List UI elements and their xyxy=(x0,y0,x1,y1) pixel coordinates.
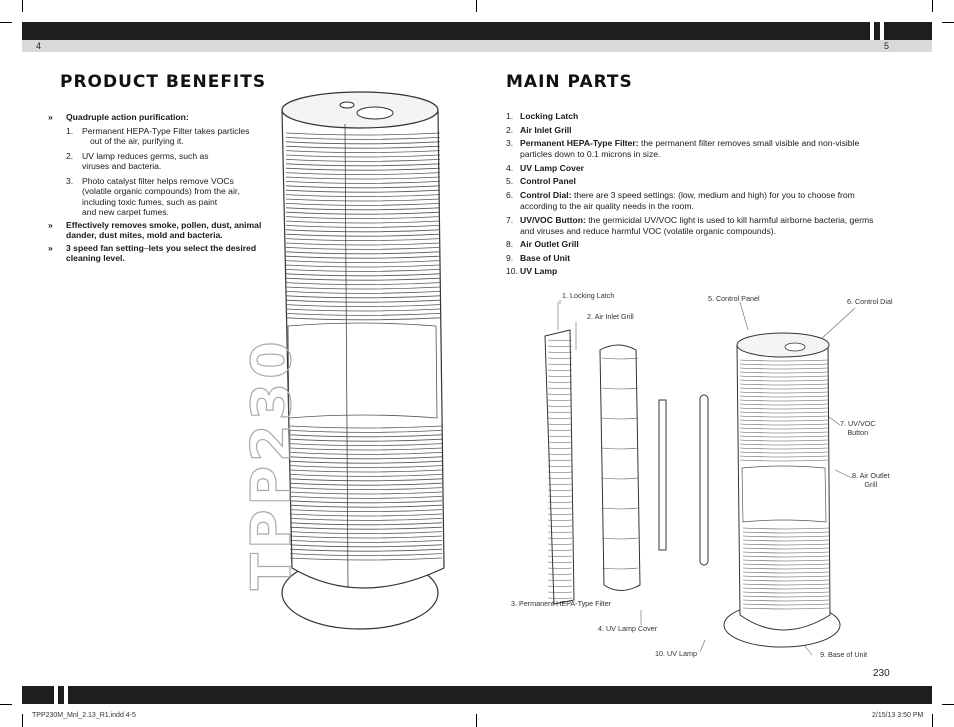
callout-uv-voc-button xyxy=(840,419,876,437)
subitem-number: 3. xyxy=(66,175,74,186)
callout-hepa-filter: 3. Permanent HEPA-Type Filter xyxy=(511,599,612,608)
part-number: 7. xyxy=(506,214,514,225)
part-number: 9. xyxy=(506,252,514,263)
callout-uv-lamp: 10. UV Lamp xyxy=(655,649,697,658)
part-name: Air Outlet Grill xyxy=(520,239,579,250)
benefit-text: lets you select the desired cleaning level. xyxy=(66,242,257,263)
footer-stripe xyxy=(64,686,68,704)
part-name: UV Lamp Cover xyxy=(520,162,584,173)
callout-base-of-unit: 9. Base of Unit xyxy=(820,650,868,659)
callout-control-dial: 6. Control Dial xyxy=(847,297,893,306)
crop-mark xyxy=(942,704,954,705)
parts-list xyxy=(506,111,888,280)
subitem-line: (volatile organic compounds) from the air, xyxy=(82,186,240,196)
main-parts-title: MAIN PARTS xyxy=(506,72,633,92)
crop-mark xyxy=(932,714,933,727)
crop-mark xyxy=(0,704,12,705)
part-name: Base of Unit xyxy=(520,252,571,263)
part-number: 6. xyxy=(506,189,514,200)
crop-mark xyxy=(22,714,23,727)
part-name: UV Lamp xyxy=(520,266,558,277)
header-stripe xyxy=(880,22,884,40)
crop-mark xyxy=(22,0,23,12)
part-name: Air Inlet Grill xyxy=(520,124,572,135)
part-item xyxy=(506,253,888,264)
model-watermark: TPP230 xyxy=(240,337,303,590)
part-item xyxy=(506,215,888,237)
benefit-dash: – xyxy=(143,242,149,253)
bullet-marker: » xyxy=(48,112,53,122)
part-name: Control Panel xyxy=(520,176,576,187)
part-item xyxy=(506,266,888,277)
footer-bar xyxy=(22,686,932,704)
callout-air-outlet-grill xyxy=(852,471,890,489)
callout-uv-lamp-cover: 4. UV Lamp Cover xyxy=(598,624,658,633)
part-item xyxy=(506,163,888,174)
part-name: Permanent HEPA-Type Filter: xyxy=(520,138,639,149)
callout-line: 7. UV/VOC xyxy=(840,419,876,428)
product-benefits-title: PRODUCT BENEFITS xyxy=(60,72,267,92)
part-number: 2. xyxy=(506,124,514,135)
crop-mark xyxy=(932,0,933,12)
crop-mark xyxy=(0,22,12,23)
subitem-line: Permanent HEPA-Type Filter takes particles xyxy=(82,125,250,136)
page-number-left: 4 xyxy=(36,41,42,51)
part-item xyxy=(506,176,888,187)
crop-mark xyxy=(476,0,477,12)
subitem-number: 2. xyxy=(66,150,74,161)
bullet-marker: » xyxy=(48,242,53,253)
subitem-line: including toxic fumes, such as paint xyxy=(82,196,218,207)
subitem-line: out of the air, purifying it. xyxy=(90,136,184,146)
subitem-line: and new carpet fumes. xyxy=(82,207,169,217)
header-stripe xyxy=(870,22,874,40)
header-subbar xyxy=(22,40,932,52)
crop-mark xyxy=(476,714,477,727)
subitem-line: UV lamp reduces germs, such as xyxy=(82,150,209,161)
callout-line: 8. Air Outlet xyxy=(852,471,890,480)
callout-air-inlet-grill: 2. Air Inlet Grill xyxy=(587,312,634,321)
part-item xyxy=(506,138,888,160)
part-description: the germicidal UV/VOC light is used to kill harmful airborne bacteria, germs and viruses and reduce harmful VOC (volatile organic compounds). xyxy=(520,214,874,236)
benefit-text: 3 speed fan setting xyxy=(66,242,144,253)
part-number: 4. xyxy=(506,162,514,173)
subitem-line: viruses and bacteria. xyxy=(82,161,162,171)
footer-date: 2/15/13 3:50 PM xyxy=(872,712,924,719)
subitem-line: Photo catalyst filter helps remove VOCs xyxy=(82,175,234,186)
part-number: 8. xyxy=(506,239,514,250)
callout-locking-latch: 1. Locking Latch xyxy=(562,291,615,300)
part-number: 5. xyxy=(506,176,514,187)
crop-mark xyxy=(942,22,954,23)
part-item xyxy=(506,125,888,136)
part-item xyxy=(506,190,888,212)
part-number: 3. xyxy=(506,138,514,149)
callout-line: Button xyxy=(847,428,869,437)
footer-filename: TPP230M_Mnl_2.13_R1.indd 4-5 xyxy=(32,712,136,719)
part-item xyxy=(506,239,888,250)
page-number-right: 5 xyxy=(884,41,890,51)
bullet-marker: » xyxy=(48,219,53,230)
part-item xyxy=(506,111,888,122)
part-description: the permanent filter removes small visible and non-visible particles down to 0.1 microns in size. xyxy=(520,138,860,160)
header-bar xyxy=(22,22,932,40)
benefit-text: Effectively removes smoke, pollen, dust, animal dander, dust mites, mold and bacteria. xyxy=(66,219,262,240)
benefit-text: Quadruple action purification: xyxy=(66,112,189,122)
subitem-number: 1. xyxy=(66,125,74,136)
part-name: Locking Latch xyxy=(520,111,579,121)
part-description: there are 3 speed settings: (low, medium and high) for you to choose from according to the air quality needs in the room. xyxy=(520,189,855,211)
callout-line: Grill xyxy=(864,480,878,489)
model-number: 230 xyxy=(873,668,890,679)
part-number: 10. xyxy=(506,266,518,277)
footer-stripe xyxy=(54,686,58,704)
callout-control-panel: 5. Control Panel xyxy=(708,294,760,303)
part-number: 1. xyxy=(506,111,514,121)
part-name: Control Dial: xyxy=(520,189,572,200)
part-name: UV/VOC Button: xyxy=(520,214,586,225)
